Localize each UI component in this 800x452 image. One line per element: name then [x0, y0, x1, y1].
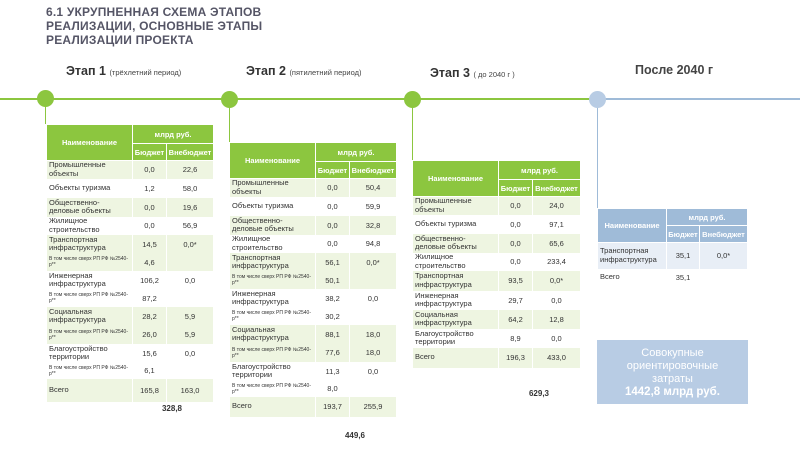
table-row	[47, 217, 214, 235]
row-extra	[350, 381, 397, 397]
row-budget: 4,6	[133, 254, 167, 271]
row-extra: 0,0	[533, 291, 581, 310]
table-row	[47, 198, 214, 217]
table-row	[47, 254, 214, 271]
summary-line-3: затраты	[652, 373, 693, 385]
row-budget: 87,2	[133, 290, 167, 307]
row-extra: 0,0	[350, 289, 397, 308]
row-name: В том числе сверх РП РФ №2540-р**	[230, 381, 316, 397]
col-unit-header: млрд руб.	[667, 209, 748, 226]
row-budget: 106,2	[133, 271, 167, 290]
table-row	[47, 161, 214, 179]
row-extra: 433,0	[533, 348, 581, 368]
timeline-green	[0, 98, 600, 100]
table-row	[413, 197, 581, 215]
col-unit-header: млрд руб.	[316, 143, 397, 162]
table-row	[413, 329, 581, 348]
row-name: Транспортная инфраструктура	[47, 235, 133, 254]
row-budget: 0,0	[316, 197, 350, 216]
row-extra: 18,0	[350, 325, 397, 344]
row-extra: 58,0	[167, 179, 214, 198]
row-budget: 165,8	[133, 379, 167, 402]
table-row	[230, 397, 397, 417]
stage1-dot-icon	[37, 90, 54, 107]
row-name: Всего	[598, 269, 667, 286]
row-name: Общественно-деловые объекты	[47, 198, 133, 217]
row-budget: 88,1	[316, 325, 350, 344]
row-name: Транспортная инфраструктура	[598, 243, 667, 269]
row-name: Транспортная инфраструктура	[413, 271, 499, 291]
row-budget: 93,5	[499, 271, 533, 291]
row-extra	[350, 308, 397, 325]
stage1-subtitle: (трёхлетний период)	[109, 68, 182, 77]
table-row	[413, 291, 581, 310]
row-budget: 15,6	[133, 344, 167, 363]
stage3-table	[412, 160, 581, 368]
table-row	[413, 348, 581, 368]
row-extra: 19,6	[167, 198, 214, 217]
row-extra: 56,9	[167, 217, 214, 235]
table-row	[230, 272, 397, 289]
row-extra	[167, 363, 214, 379]
row-extra: 0,0	[350, 362, 397, 381]
row-extra: 59,9	[350, 197, 397, 216]
table-row	[47, 179, 214, 198]
table-row	[413, 253, 581, 271]
row-extra: 0,0	[533, 329, 581, 348]
row-name: Социальная инфраструктура	[47, 307, 133, 326]
row-name: Всего	[230, 397, 316, 417]
table-row	[230, 362, 397, 381]
stage3-total: 629,3	[528, 389, 550, 398]
stage2-total: 449,6	[344, 431, 366, 440]
summary-line-1: Совокупные	[641, 347, 704, 359]
col-budget-header: Бюджет	[667, 226, 700, 243]
table-row	[413, 310, 581, 329]
row-extra: 0,0*	[167, 235, 214, 254]
row-budget: 64,2	[499, 310, 533, 329]
after-2040-table	[597, 208, 748, 286]
row-name: Благоустройство территории	[47, 344, 133, 363]
table-row	[230, 289, 397, 308]
row-extra: 32,8	[350, 216, 397, 235]
row-name: Благоустройство территории	[413, 329, 499, 348]
summary-line-2: ориентировочные	[626, 360, 719, 372]
table-row	[413, 215, 581, 234]
after-dot-icon	[589, 91, 606, 108]
row-budget: 8,0	[316, 381, 350, 397]
title-line-1: 6.1 УКРУПНЕННАЯ СХЕМА ЭТАПОВ	[46, 5, 262, 19]
row-name: Общественно-деловые объекты	[413, 234, 499, 253]
row-extra: 0,0*	[350, 253, 397, 272]
row-name: Социальная инфраструктура	[230, 325, 316, 344]
row-name: Всего	[47, 379, 133, 402]
timeline-blue	[600, 98, 800, 100]
table-row	[598, 269, 748, 286]
row-extra: 163,0	[167, 379, 214, 402]
table-row	[47, 326, 214, 344]
row-name: Промышленные объекты	[413, 197, 499, 215]
row-budget: 56,1	[316, 253, 350, 272]
table-row	[47, 235, 214, 254]
row-budget: 30,2	[316, 308, 350, 325]
stage2-dot-icon	[221, 91, 238, 108]
row-name: Промышленные объекты	[47, 161, 133, 179]
row-name: Жилищное строительство	[413, 253, 499, 271]
row-budget: 77,6	[316, 344, 350, 362]
table-row	[230, 344, 397, 362]
row-name: В том числе сверх РП РФ №2540-р**	[47, 363, 133, 379]
row-extra: 255,9	[350, 397, 397, 417]
row-budget: 0,0	[499, 197, 533, 215]
row-budget: 0,0	[499, 215, 533, 234]
row-name: Транспортная инфраструктура	[230, 253, 316, 272]
col-extra-header: Внебюджет	[167, 144, 214, 161]
table-row	[413, 234, 581, 253]
table-row	[47, 290, 214, 307]
row-budget: 50,1	[316, 272, 350, 289]
stage2-heading	[246, 64, 362, 78]
row-name: Инженерная инфраструктура	[413, 291, 499, 310]
row-budget: 0,0	[316, 216, 350, 235]
row-budget: 0,0	[316, 235, 350, 253]
row-extra: 18,0	[350, 344, 397, 362]
row-budget: 38,2	[316, 289, 350, 308]
stage1-heading	[66, 64, 181, 78]
col-extra-header: Внебюджет	[350, 162, 397, 179]
col-budget-header: Бюджет	[499, 180, 533, 197]
row-extra: 94,8	[350, 235, 397, 253]
table-row	[47, 307, 214, 326]
stage1-total: 328,8	[161, 404, 183, 413]
stage2-title: Этап 2	[246, 64, 286, 78]
row-extra: 97,1	[533, 215, 581, 234]
table-row	[230, 197, 397, 216]
row-name: В том числе сверх РП РФ №2540-р**	[230, 272, 316, 289]
row-budget: 0,0	[133, 198, 167, 217]
row-extra: 50,4	[350, 179, 397, 197]
table-row	[47, 363, 214, 379]
stage1-title: Этап 1	[66, 64, 106, 78]
col-extra-header: Внебюджет	[700, 226, 748, 243]
row-name: Промышленные объекты	[230, 179, 316, 197]
row-name: Объекты туризма	[47, 179, 133, 198]
table-row	[47, 344, 214, 363]
row-name: Социальная инфраструктура	[413, 310, 499, 329]
summary-box	[597, 340, 748, 404]
row-budget: 29,7	[499, 291, 533, 310]
page-title	[46, 5, 262, 47]
row-name: В том числе сверх РП РФ №2540-р**	[47, 326, 133, 344]
row-budget: 6,1	[133, 363, 167, 379]
row-name: Жилищное строительство	[230, 235, 316, 253]
table-row	[230, 235, 397, 253]
title-line-3: РЕАЛИЗАЦИИ ПРОЕКТА	[46, 33, 194, 47]
row-name: В том числе сверх РП РФ №2540-р**	[230, 308, 316, 325]
row-extra	[350, 272, 397, 289]
row-extra	[700, 269, 748, 286]
summary-total: 1442,8 млрд руб.	[625, 386, 720, 398]
row-name: Благоустройство территории	[230, 362, 316, 381]
row-budget: 11,3	[316, 362, 350, 381]
row-budget: 193,7	[316, 397, 350, 417]
stage2-subtitle: (пятилетний период)	[289, 68, 362, 77]
col-name-header: Наименование	[47, 125, 133, 161]
col-name-header: Наименование	[230, 143, 316, 179]
table-row	[47, 379, 214, 402]
after-connector	[597, 100, 598, 208]
table-row	[413, 271, 581, 291]
col-name-header: Наименование	[413, 161, 499, 197]
row-budget: 0,0	[316, 179, 350, 197]
row-extra	[167, 254, 214, 271]
row-extra: 0,0*	[533, 271, 581, 291]
row-name: Жилищное строительство	[47, 217, 133, 235]
table-row	[47, 271, 214, 290]
row-budget: 14,5	[133, 235, 167, 254]
row-name: Инженерная инфраструктура	[230, 289, 316, 308]
row-extra: 0,0	[167, 344, 214, 363]
row-extra: 24,0	[533, 197, 581, 215]
after-2040-heading: После 2040 г	[635, 63, 714, 77]
row-budget: 26,0	[133, 326, 167, 344]
row-name: Объекты туризма	[230, 197, 316, 216]
row-name: Инженерная инфраструктура	[47, 271, 133, 290]
table-row	[598, 243, 748, 269]
stage3-title: Этап 3	[430, 66, 470, 80]
row-extra: 5,9	[167, 307, 214, 326]
title-line-2: РЕАЛИЗАЦИИ, ОСНОВНЫЕ ЭТАПЫ	[46, 19, 263, 33]
table-row	[230, 325, 397, 344]
row-name: В том числе сверх РП РФ №2540-р**	[47, 290, 133, 307]
row-name: Всего	[413, 348, 499, 368]
row-extra: 233,4	[533, 253, 581, 271]
table-row	[230, 253, 397, 272]
row-budget: 1,2	[133, 179, 167, 198]
stage2-table	[229, 142, 397, 417]
row-budget: 0,0	[499, 234, 533, 253]
col-budget-header: Бюджет	[316, 162, 350, 179]
col-budget-header: Бюджет	[133, 144, 167, 161]
row-budget: 35,1	[667, 243, 700, 269]
col-unit-header: млрд руб.	[133, 125, 214, 144]
row-extra: 22,6	[167, 161, 214, 179]
row-budget: 0,0	[133, 161, 167, 179]
row-extra: 0,0	[167, 271, 214, 290]
row-name: Общественно-деловые объекты	[230, 216, 316, 235]
row-budget: 28,2	[133, 307, 167, 326]
table-row	[230, 216, 397, 235]
stage3-subtitle: ( до 2040 г )	[473, 70, 515, 79]
stage3-connector	[412, 100, 413, 160]
col-extra-header: Внебюджет	[533, 180, 581, 197]
row-extra: 5,9	[167, 326, 214, 344]
row-extra: 0,0*	[700, 243, 748, 269]
col-unit-header: млрд руб.	[499, 161, 581, 180]
row-budget: 0,0	[499, 253, 533, 271]
stage3-heading	[430, 66, 515, 80]
col-name-header: Наименование	[598, 209, 667, 243]
stage1-table	[46, 124, 214, 402]
row-name: В том числе сверх РП РФ №2540-р**	[230, 344, 316, 362]
row-extra: 65,6	[533, 234, 581, 253]
row-name: Объекты туризма	[413, 215, 499, 234]
row-name: В том числе сверх РП РФ №2540-р**	[47, 254, 133, 271]
row-extra: 12,8	[533, 310, 581, 329]
row-budget: 0,0	[133, 217, 167, 235]
table-row	[230, 381, 397, 397]
table-row	[230, 308, 397, 325]
stage3-dot-icon	[404, 91, 421, 108]
row-budget: 8,9	[499, 329, 533, 348]
row-extra	[167, 290, 214, 307]
table-row	[230, 179, 397, 197]
row-budget: 35,1	[667, 269, 700, 286]
row-budget: 196,3	[499, 348, 533, 368]
